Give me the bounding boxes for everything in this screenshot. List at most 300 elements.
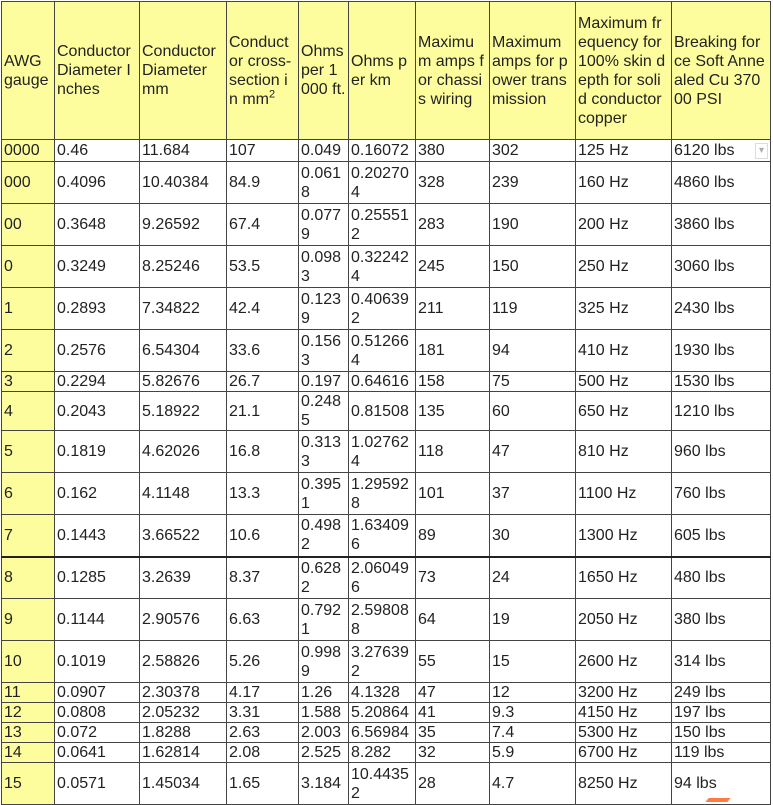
cell-ohms-per-km[interactable] — [349, 703, 416, 723]
cell-ohms-per-1000ft[interactable] — [299, 515, 349, 557]
cell-value: 760 lbs — [674, 485, 726, 502]
cell-breaking-force[interactable] — [672, 723, 771, 743]
cell-value: 0.9989 — [301, 643, 342, 680]
cell-cross-section[interactable] — [227, 723, 299, 743]
cell-ohms-per-km[interactable] — [349, 515, 416, 557]
cell-value: 84.9 — [229, 174, 261, 191]
cell-value: 9.3 — [492, 704, 515, 721]
cell-value: 3.2639 — [142, 569, 191, 587]
cell-amps-power[interactable] — [490, 140, 576, 162]
cell-diameter-inches[interactable] — [55, 683, 140, 703]
cell-value: 0.197 — [301, 373, 342, 390]
cell-value: 1.65 — [229, 775, 261, 792]
cell-diameter-mm[interactable] — [140, 743, 227, 763]
cell-diameter-inches[interactable] — [55, 431, 140, 473]
cell-value: 30 — [492, 526, 510, 544]
cell-value: 1300 Hz — [578, 526, 638, 544]
cell-value: 1.45034 — [142, 775, 200, 792]
cell-amps-power[interactable] — [490, 723, 576, 743]
cell-gauge[interactable] — [2, 515, 55, 557]
cell-value: 11.684 — [142, 142, 190, 159]
cell-ohms-per-1000ft[interactable] — [299, 557, 349, 599]
cell-diameter-inches[interactable] — [55, 557, 140, 599]
cell-value: 158 — [418, 373, 445, 390]
cell-cross-section[interactable] — [227, 473, 299, 515]
cell-value: 1.634096 — [351, 517, 409, 554]
header-amps-chassis[interactable]: Maximum amps for chassis wiring — [416, 2, 490, 140]
cell-value: 1 — [4, 300, 13, 317]
accent-decoration — [705, 798, 730, 802]
cell-diameter-inches[interactable] — [55, 763, 140, 805]
cell-amps-power[interactable] — [490, 392, 576, 431]
cell-breaking-force[interactable] — [672, 743, 771, 763]
cell-max-frequency[interactable] — [576, 703, 672, 723]
cell-value: 10.6 — [229, 526, 261, 544]
cell-value: 1530 lbs — [674, 373, 735, 390]
cell-cross-section[interactable] — [227, 246, 299, 288]
cell-amps-power[interactable] — [490, 288, 576, 330]
cell-breaking-force[interactable] — [672, 703, 771, 723]
cell-diameter-inches[interactable] — [55, 140, 140, 162]
cell-breaking-force[interactable] — [672, 372, 771, 392]
cell-ohms-per-1000ft[interactable] — [299, 763, 349, 805]
cell-max-frequency[interactable] — [576, 246, 672, 288]
table-row — [2, 763, 771, 805]
cell-ohms-per-1000ft[interactable] — [299, 140, 349, 162]
cell-ohms-per-km[interactable] — [349, 162, 416, 204]
cell-breaking-force[interactable] — [672, 557, 771, 599]
cell-amps-power[interactable] — [490, 162, 576, 204]
cell-amps-chassis[interactable] — [416, 330, 490, 372]
cell-diameter-inches[interactable] — [55, 204, 140, 246]
cell-value: 0.2294 — [57, 373, 106, 390]
cell-amps-chassis[interactable] — [416, 246, 490, 288]
cell-cross-section[interactable] — [227, 288, 299, 330]
cell-gauge[interactable] — [2, 557, 55, 599]
cell-value: 21.1 — [229, 402, 261, 420]
cell-amps-power[interactable] — [490, 703, 576, 723]
cell-amps-chassis[interactable] — [416, 723, 490, 743]
cell-diameter-mm[interactable] — [140, 703, 227, 723]
cell-ohms-per-1000ft[interactable] — [299, 431, 349, 473]
cell-cross-section[interactable] — [227, 557, 299, 599]
cell-value: 0.0907 — [57, 684, 106, 701]
cell-gauge[interactable] — [2, 372, 55, 392]
cell-cross-section[interactable] — [227, 703, 299, 723]
cell-value: 7.34822 — [142, 300, 200, 317]
chevron-down-icon[interactable]: ▾ — [755, 143, 768, 159]
table-row — [2, 204, 771, 246]
cell-max-frequency[interactable] — [576, 431, 672, 473]
cell-amps-power[interactable] — [490, 246, 576, 288]
cell-cross-section[interactable] — [227, 743, 299, 763]
cell-amps-power[interactable] — [490, 683, 576, 703]
cell-max-frequency[interactable] — [576, 723, 672, 743]
cell-value: 1.027624 — [351, 433, 409, 470]
cell-breaking-force[interactable] — [672, 599, 771, 641]
cell-cross-section[interactable] — [227, 599, 299, 641]
cell-value: 7.4 — [492, 724, 515, 741]
cell-ohms-per-1000ft[interactable] — [299, 683, 349, 703]
cell-ohms-per-1000ft[interactable] — [299, 641, 349, 683]
cell-amps-chassis[interactable] — [416, 288, 490, 330]
cell-value: 11 — [4, 684, 21, 701]
cell-value: 0.81508 — [351, 402, 409, 420]
cell-cross-section[interactable] — [227, 641, 299, 683]
cell-diameter-mm[interactable] — [140, 162, 227, 204]
cell-breaking-force[interactable] — [672, 473, 771, 515]
cell-amps-power[interactable] — [490, 763, 576, 805]
cell-value: 24 — [492, 569, 510, 587]
cell-amps-chassis[interactable] — [416, 431, 490, 473]
cell-value: 239 — [492, 174, 519, 191]
cell-breaking-force[interactable] — [672, 246, 771, 288]
cell-gauge[interactable] — [2, 140, 55, 162]
cell-value: 0.0618 — [301, 164, 342, 201]
table-row — [2, 431, 771, 473]
cell-diameter-inches[interactable] — [55, 641, 140, 683]
cell-ohms-per-1000ft[interactable] — [299, 703, 349, 723]
header-max-frequency[interactable]: Maximum frequency for 100% skin depth for solid conductor copper — [576, 2, 672, 140]
cell-ohms-per-1000ft[interactable] — [299, 599, 349, 641]
cell-amps-power[interactable] — [490, 743, 576, 763]
cell-amps-power[interactable] — [490, 515, 576, 557]
cell-ohms-per-1000ft[interactable] — [299, 288, 349, 330]
cell-cross-section[interactable] — [227, 683, 299, 703]
cell-max-frequency[interactable] — [576, 743, 672, 763]
cell-cross-section[interactable] — [227, 372, 299, 392]
cell-value: 107 — [229, 142, 256, 159]
cell-max-frequency[interactable] — [576, 763, 672, 805]
cell-value: 000 — [4, 174, 31, 191]
cell-value: 9 — [4, 611, 13, 628]
header-awg-gauge[interactable]: AWG gauge — [2, 2, 55, 140]
cell-value: 0.406392 — [351, 290, 409, 327]
cell-value: 0.322424 — [351, 248, 409, 285]
cell-diameter-mm[interactable] — [140, 246, 227, 288]
cell-value: 55 — [418, 653, 436, 670]
cell-value: 211 — [418, 300, 444, 317]
cell-diameter-mm[interactable] — [140, 140, 227, 162]
cell-value: 0.072 — [57, 724, 98, 741]
cell-diameter-mm[interactable] — [140, 473, 227, 515]
cell-value: 2430 lbs — [674, 300, 735, 317]
cell-ohms-per-1000ft[interactable] — [299, 743, 349, 763]
cell-value: 5300 Hz — [578, 724, 638, 741]
cell-max-frequency[interactable] — [576, 641, 672, 683]
cell-diameter-mm[interactable] — [140, 431, 227, 473]
cell-breaking-force[interactable] — [672, 162, 771, 204]
cell-amps-chassis[interactable] — [416, 599, 490, 641]
cell-amps-power[interactable] — [490, 599, 576, 641]
cell-cross-section[interactable] — [227, 515, 299, 557]
cell-ohms-per-1000ft[interactable] — [299, 372, 349, 392]
cell-gauge[interactable] — [2, 743, 55, 763]
cell-value: 325 Hz — [578, 300, 629, 317]
table-row — [2, 372, 771, 392]
cell-value: 1930 lbs — [674, 342, 735, 359]
cell-gauge[interactable] — [2, 204, 55, 246]
cell-diameter-inches[interactable] — [55, 703, 140, 723]
cell-diameter-mm[interactable] — [140, 599, 227, 641]
cell-value: 2.003 — [301, 724, 342, 741]
cell-ohms-per-km[interactable] — [349, 246, 416, 288]
cell-value: 480 lbs — [674, 569, 726, 587]
cell-breaking-force[interactable] — [672, 515, 771, 557]
cell-ohms-per-1000ft[interactable] — [299, 723, 349, 743]
cell-ohms-per-1000ft[interactable] — [299, 473, 349, 515]
cell-amps-chassis[interactable] — [416, 392, 490, 431]
header-cross-section[interactable] — [227, 2, 299, 140]
cell-max-frequency[interactable] — [576, 162, 672, 204]
cell-amps-power[interactable] — [490, 372, 576, 392]
cell-value: 1100 Hz — [578, 485, 637, 502]
cell-amps-power[interactable] — [490, 641, 576, 683]
cell-value: 5.20864 — [351, 704, 409, 721]
cell-value: 3200 Hz — [578, 684, 638, 701]
cell-gauge[interactable] — [2, 641, 55, 683]
cell-value: 0.16072 — [351, 142, 409, 159]
cell-breaking-force[interactable] — [672, 330, 771, 372]
cell-max-frequency[interactable] — [576, 288, 672, 330]
cell-value: 5.9 — [492, 744, 515, 761]
cell-gauge[interactable] — [2, 288, 55, 330]
cell-value: 200 Hz — [578, 216, 629, 233]
cell-value: 60 — [492, 402, 510, 420]
cell-diameter-mm[interactable] — [140, 288, 227, 330]
header-diameter-mm[interactable]: Conductor Diameter mm — [140, 2, 227, 140]
table-row — [2, 599, 771, 641]
cell-ohms-per-1000ft[interactable] — [299, 246, 349, 288]
cell-value: 0.049 — [301, 142, 342, 159]
cell-gauge[interactable] — [2, 330, 55, 372]
cell-diameter-inches[interactable] — [55, 330, 140, 372]
cell-value: 35 — [418, 724, 436, 741]
cell-diameter-inches[interactable] — [55, 288, 140, 330]
cell-breaking-force[interactable] — [672, 641, 771, 683]
cell-value: 6120 lbs — [674, 142, 735, 159]
cell-amps-chassis[interactable] — [416, 372, 490, 392]
cell-value: 32 — [418, 744, 436, 761]
cell-diameter-inches[interactable] — [55, 246, 140, 288]
header-amps-power[interactable]: Maximum amps for power transmission — [490, 2, 576, 140]
cell-value: 0.2043 — [57, 402, 106, 420]
cell-gauge[interactable] — [2, 162, 55, 204]
cell-ohms-per-km[interactable] — [349, 557, 416, 599]
cell-cross-section[interactable] — [227, 431, 299, 473]
cell-value: 73 — [418, 569, 436, 587]
cell-value: 605 lbs — [674, 526, 726, 544]
cell-max-frequency[interactable] — [576, 473, 672, 515]
cell-diameter-mm[interactable] — [140, 641, 227, 683]
cell-cross-section[interactable] — [227, 763, 299, 805]
cell-value: 245 — [418, 258, 445, 275]
header-ohms-per-km[interactable]: Ohms per km — [349, 2, 416, 140]
cell-amps-power[interactable] — [490, 204, 576, 246]
cell-breaking-force[interactable] — [672, 683, 771, 703]
cell-diameter-mm[interactable] — [140, 372, 227, 392]
cell-amps-chassis[interactable] — [416, 140, 490, 162]
cell-value: 118 — [418, 443, 444, 460]
cell-value: 5.26 — [229, 653, 261, 670]
cell-amps-chassis[interactable] — [416, 683, 490, 703]
cell-amps-power[interactable] — [490, 557, 576, 599]
cell-gauge[interactable] — [2, 599, 55, 641]
cell-value: 2.060496 — [351, 559, 409, 596]
cell-ohms-per-km[interactable] — [349, 743, 416, 763]
cell-gauge[interactable] — [2, 431, 55, 473]
cell-ohms-per-km[interactable] — [349, 392, 416, 431]
cell-amps-chassis[interactable] — [416, 204, 490, 246]
cell-value: 89 — [418, 526, 436, 544]
cell-value: 2.30378 — [142, 684, 200, 701]
cell-max-frequency[interactable] — [576, 372, 672, 392]
cell-amps-chassis[interactable] — [416, 641, 490, 683]
cell-amps-chassis[interactable] — [416, 557, 490, 599]
cell-ohms-per-km[interactable] — [349, 723, 416, 743]
cell-value: 3.184 — [301, 775, 342, 792]
cell-max-frequency[interactable] — [576, 599, 672, 641]
cell-ohms-per-km[interactable] — [349, 473, 416, 515]
cell-diameter-mm[interactable] — [140, 204, 227, 246]
cell-value: 47 — [492, 443, 510, 460]
cell-max-frequency[interactable] — [576, 683, 672, 703]
cell-diameter-inches[interactable] — [55, 599, 140, 641]
cell-gauge[interactable] — [2, 392, 55, 431]
cell-ohms-per-km[interactable] — [349, 599, 416, 641]
cell-diameter-mm[interactable] — [140, 392, 227, 431]
cell-diameter-inches[interactable] — [55, 162, 140, 204]
cell-diameter-inches[interactable] — [55, 392, 140, 431]
cell-diameter-mm[interactable] — [140, 557, 227, 599]
cell-gauge[interactable] — [2, 473, 55, 515]
cell-value: 2.90576 — [142, 611, 200, 628]
cell-value: 15 — [4, 775, 22, 792]
cell-value: 410 Hz — [578, 342, 629, 359]
header-row — [2, 2, 771, 140]
cell-ohms-per-km[interactable] — [349, 140, 416, 162]
cell-value: 94 lbs — [674, 775, 717, 792]
cell-gauge[interactable] — [2, 246, 55, 288]
table-row — [2, 246, 771, 288]
cell-gauge[interactable] — [2, 683, 55, 703]
cell-amps-power[interactable] — [490, 330, 576, 372]
cell-ohms-per-1000ft[interactable] — [299, 162, 349, 204]
cell-amps-chassis[interactable] — [416, 703, 490, 723]
cell-value: 0.3951 — [301, 475, 342, 512]
cell-value: 0.1239 — [301, 290, 342, 327]
cell-diameter-mm[interactable] — [140, 683, 227, 703]
cell-value: 0.46 — [57, 142, 89, 159]
cell-value: 197 lbs — [674, 704, 726, 721]
cell-breaking-force[interactable] — [672, 288, 771, 330]
cell-breaking-force[interactable] — [672, 392, 771, 431]
cell-max-frequency[interactable] — [576, 204, 672, 246]
cell-breaking-force[interactable] — [672, 431, 771, 473]
cell-ohms-per-km[interactable] — [349, 204, 416, 246]
cell-value: 249 lbs — [674, 684, 726, 701]
cell-value: 00 — [4, 216, 22, 233]
cell-max-frequency[interactable] — [576, 140, 672, 162]
cell-diameter-mm[interactable] — [140, 723, 227, 743]
cell-cross-section[interactable] — [227, 140, 299, 162]
cell-amps-chassis[interactable] — [416, 162, 490, 204]
cell-value: 2.08 — [229, 744, 261, 761]
cell-ohms-per-km[interactable] — [349, 683, 416, 703]
cell-value: 13.3 — [229, 485, 261, 502]
cell-gauge[interactable] — [2, 763, 55, 805]
cell-diameter-mm[interactable] — [140, 763, 227, 805]
cell-amps-chassis[interactable] — [416, 473, 490, 515]
cell-diameter-inches[interactable] — [55, 515, 140, 557]
cell-value: 19 — [492, 611, 510, 628]
cell-diameter-inches[interactable] — [55, 372, 140, 392]
cell-ohms-per-1000ft[interactable] — [299, 392, 349, 431]
awg-wire-table — [1, 1, 771, 805]
cell-value: 1.588 — [301, 704, 342, 721]
cell-diameter-inches[interactable] — [55, 473, 140, 515]
table-row — [2, 140, 771, 162]
cell-ohms-per-km[interactable] — [349, 431, 416, 473]
cell-max-frequency[interactable] — [576, 515, 672, 557]
cell-value: 5 — [4, 443, 13, 460]
cell-cross-section[interactable] — [227, 204, 299, 246]
cell-value: 13 — [4, 724, 22, 741]
cell-diameter-inches[interactable] — [55, 723, 140, 743]
cell-value: 0.3249 — [57, 258, 106, 275]
cell-amps-power[interactable] — [490, 431, 576, 473]
cell-value: 28 — [418, 775, 436, 792]
cell-max-frequency[interactable] — [576, 330, 672, 372]
cell-gauge[interactable] — [2, 723, 55, 743]
cell-value: 0.3133 — [301, 433, 342, 470]
cell-ohms-per-1000ft[interactable] — [299, 330, 349, 372]
cell-gauge[interactable] — [2, 703, 55, 723]
cell-value: 8.37 — [229, 569, 261, 587]
cell-max-frequency[interactable] — [576, 557, 672, 599]
header-breaking-force[interactable]: Breaking force Soft Annealed Cu 37000 PSI — [672, 2, 771, 140]
cell-ohms-per-1000ft[interactable] — [299, 204, 349, 246]
cell-diameter-inches[interactable] — [55, 743, 140, 763]
cell-breaking-force[interactable] — [672, 140, 771, 162]
cell-amps-chassis[interactable] — [416, 515, 490, 557]
cell-cross-section[interactable] — [227, 330, 299, 372]
cell-ohms-per-km[interactable] — [349, 330, 416, 372]
cell-cross-section[interactable] — [227, 392, 299, 431]
cell-value: 0.64616 — [351, 373, 409, 390]
cell-max-frequency[interactable] — [576, 392, 672, 431]
cell-amps-power[interactable] — [490, 473, 576, 515]
cell-diameter-mm[interactable] — [140, 515, 227, 557]
cell-ohms-per-km[interactable] — [349, 372, 416, 392]
cell-value: 181 — [418, 342, 445, 359]
cell-value: 135 — [418, 402, 445, 420]
cell-value: 7 — [4, 526, 13, 544]
cell-amps-chassis[interactable] — [416, 763, 490, 805]
cell-value: 960 lbs — [674, 443, 726, 460]
cell-ohms-per-km[interactable] — [349, 641, 416, 683]
header-diameter-inches[interactable]: Conductor Diameter Inches — [55, 2, 140, 140]
cell-value: 1.62814 — [142, 744, 200, 761]
cell-ohms-per-km[interactable] — [349, 288, 416, 330]
header-ohms-per-1000ft[interactable]: Ohms per 1000 ft. — [299, 2, 349, 140]
cell-cross-section[interactable] — [227, 162, 299, 204]
cell-diameter-mm[interactable] — [140, 330, 227, 372]
cell-amps-chassis[interactable] — [416, 743, 490, 763]
cell-breaking-force[interactable] — [672, 204, 771, 246]
table-row — [2, 703, 771, 723]
cell-ohms-per-km[interactable] — [349, 763, 416, 805]
